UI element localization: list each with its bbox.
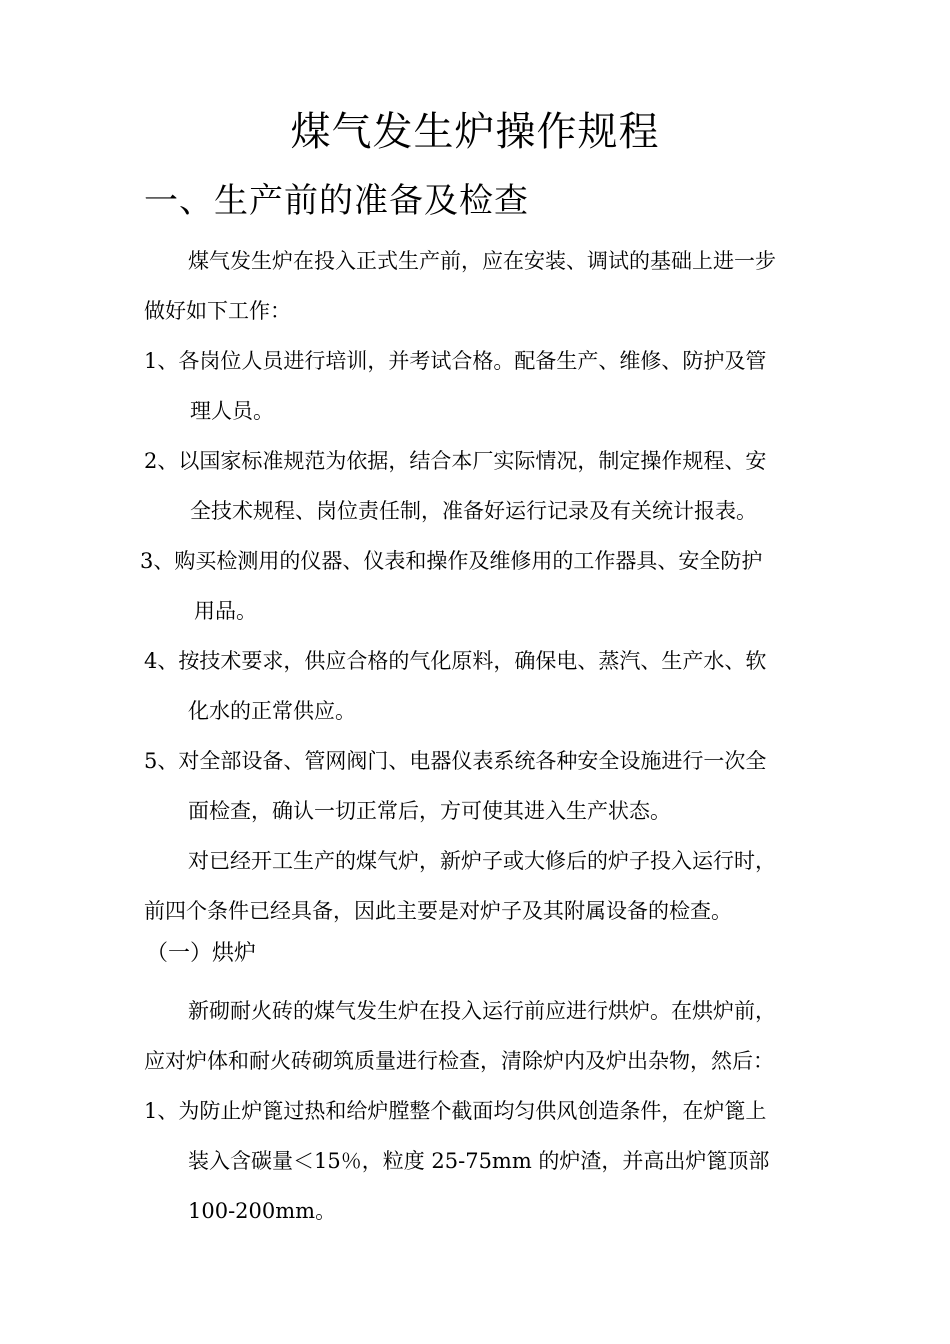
list-item-line: 100-200mm。 [188,1199,337,1223]
section-heading: 一、生产前的准备及检查 [144,181,529,221]
paragraph-line: 做好如下工作： [144,299,291,323]
list-item-line: 3、购买检测用的仪器、仪表和操作及维修用的工作器具、安全防护 [140,549,763,573]
paragraph-line: 新砌耐火砖的煤气发生炉在投入运行前应进行烘炉。在烘炉前， [188,999,776,1023]
list-item-line: 5、对全部设备、管网阀门、电器仪表系统各种安全设施进行一次全 [144,749,767,773]
paragraph-line: 前四个条件已经具备，因此主要是对炉子及其附属设备的检查。 [144,899,732,923]
list-item-line: 理人员。 [190,399,274,423]
list-item-line: 1、各岗位人员进行培训，并考试合格。配备生产、维修、防护及管 [144,349,767,373]
list-item-line: 1、为防止炉篦过热和给炉膛整个截面均匀供风创造条件，在炉篦上 [144,1099,767,1123]
paragraph-line: 煤气发生炉在投入正式生产前，应在安装、调试的基础上进一步 [188,249,776,273]
list-item-line: 用品。 [194,599,257,623]
paragraph-line: 应对炉体和耐火砖砌筑质量进行检查，清除炉内及炉出杂物，然后： [144,1049,774,1073]
list-item-line: 2、以国家标准规范为依据，结合本厂实际情况，制定操作规程、安 [144,449,767,473]
document-title: 煤气发生炉操作规程 [290,109,660,155]
paragraph-line: 对已经开工生产的煤气炉，新炉子或大修后的炉子投入运行时， [188,849,776,873]
list-item-line: 4、按技术要求，供应合格的气化原料，确保电、蒸汽、生产水、软 [144,649,767,673]
list-item-line: 化水的正常供应。 [188,699,356,723]
list-item-line: 装入含碳量＜15％，粒度 25-75mm 的炉渣，并高出炉篦顶部 [188,1149,770,1173]
list-item-line: 全技术规程、岗位责任制，准备好运行记录及有关统计报表。 [190,499,757,523]
subsection-heading: （一）烘炉 [146,941,257,966]
list-item-line: 面检查，确认一切正常后，方可使其进入生产状态。 [188,799,671,823]
